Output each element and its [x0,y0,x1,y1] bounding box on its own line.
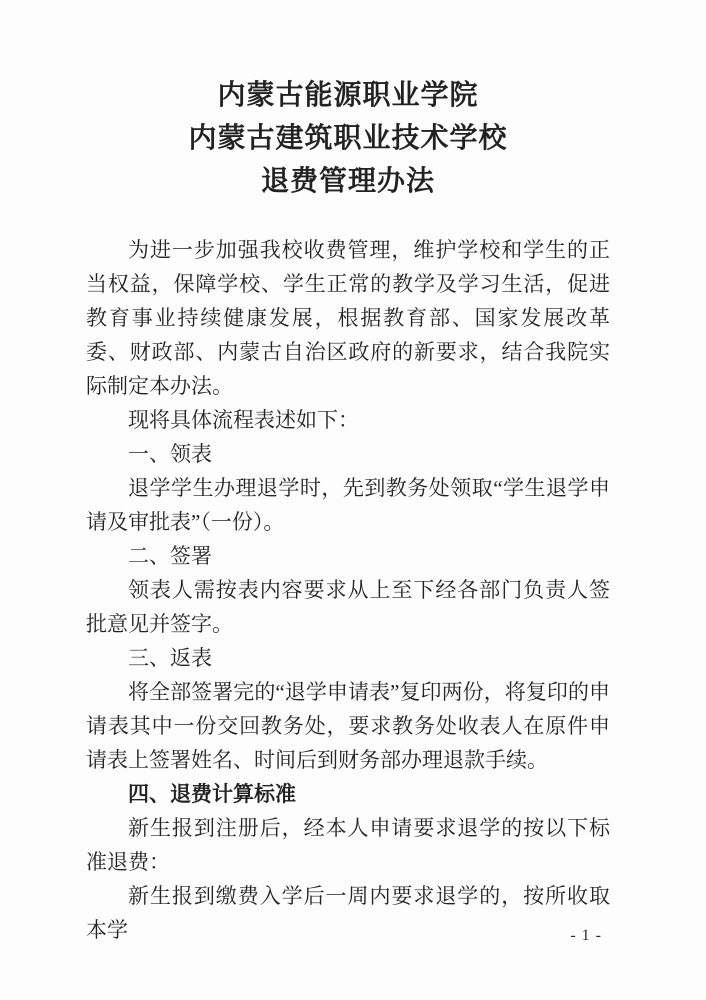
section-3-body: 将全部签署完的“退学申请表”复印两份，将复印的申请表其中一份交回教务处，要求教务处收表人在原件申请表上签署姓名、时间后到财务部办理退款手续。 [86,680,610,772]
doc-title-line-2: 内蒙古建筑职业技术学校 [188,123,508,154]
intro-paragraph: 为进一步加强我校收费管理，维护学校和学生的正当权益，保障学校、学生正常的教学及学习生活，促进教育事业持续健康发展，根据教育部、国家发展改革委、财政部、内蒙古自治区政府的新要求，结合我院实际制定本办法。 [86,238,610,398]
process-intro-line: 现将具体流程表述如下： [128,408,359,432]
doc-title-line-3: 退费管理办法 [260,166,435,197]
document-content [86,74,610,947]
section-4-body-1: 新生报到注册后，经本人申请要求退学的按以下标准退费： [86,816,610,874]
section-2-body: 领表人需按表内容要求从上至下经各部门负责人签批意见并签字。 [86,578,610,636]
document-title [86,74,610,203]
document-body [86,233,610,947]
page-number: - 1 - [570,927,602,944]
section-heading-3: 三、返表 [128,646,212,670]
section-4-body-2: 新生报到缴费入学后一周内要求退学的，按所收取本学 [86,884,610,942]
section-heading-2: 二、签署 [128,544,212,568]
section-heading-1: 一、领表 [128,442,212,466]
section-heading-4: 四、退费计算标准 [128,782,296,806]
doc-title-line-1: 内蒙古能源职业学院 [217,80,479,111]
section-1-body: 退学学生办理退学时，先到教务处领取“学生退学申请及审批表”（一份）。 [86,476,610,534]
